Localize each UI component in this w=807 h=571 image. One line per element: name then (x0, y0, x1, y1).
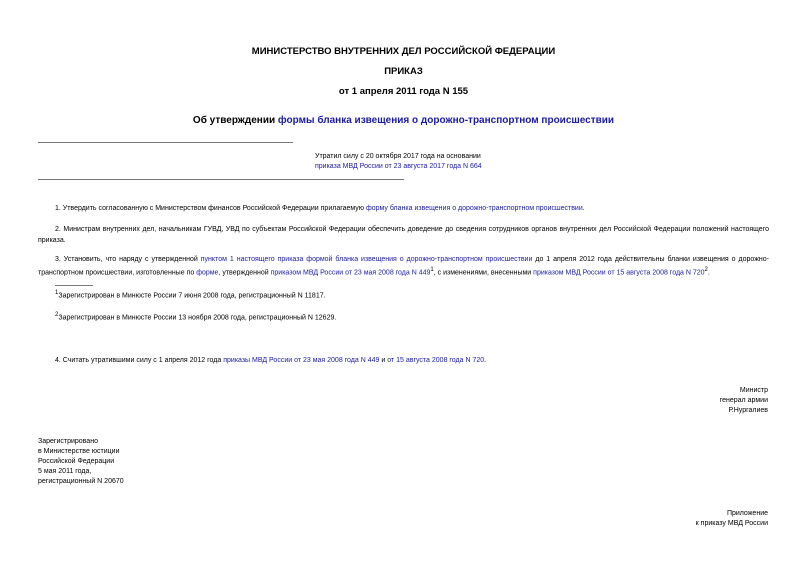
status-note-link[interactable]: приказа МВД России от 23 августа 2017 года N 664 (315, 163, 482, 170)
registration-line2: в Министерстве юстиции (38, 448, 120, 455)
registration-line3: Российской Федерации (38, 458, 115, 465)
p1-link[interactable]: форму бланка извещения о дорожно-транспортном происшествии (365, 205, 583, 212)
p3-link-order-449[interactable]: приказом МВД России от 23 мая 2008 года N 449 (270, 269, 431, 277)
p3-link-punkt1[interactable]: пунктом 1 настоящего приказа формой бланка извещения о дорожно-транспортном происшествии (200, 256, 533, 263)
footnote-2-mark: 2 (55, 312, 59, 318)
ministry-name: МИНИСТЕРСТВО ВНУТРЕННИХ ДЕЛ РОССИЙСКОЙ ФЕДЕРАЦИИ (251, 46, 556, 57)
p3-footnote-mark-2: 2 (704, 267, 708, 273)
paragraph-4 (38, 355, 769, 366)
p1-text: 1. Утвердить согласованную с Министерством финансов Российской Федерации прилагаемую (55, 205, 366, 212)
signature-position: Министр (739, 387, 768, 394)
p4-link-720[interactable]: от 15 августа 2008 года N 720 (387, 357, 485, 364)
status-note-line1: Утратил силу с 20 октября 2017 года на основании (315, 153, 481, 160)
p3-footnote-mark-1: 1 (430, 267, 434, 273)
p3-text-a: 3. Установить, что наряду с утвержденной (55, 256, 201, 263)
p3-text-c: , утвержденной (218, 269, 271, 277)
p4-text-b: и (379, 357, 388, 364)
appendix-line2: к приказу МВД России (695, 520, 768, 527)
p3-text-b: до 1 апреля 2012 года действительны бланки извещения о дорожно-транспортном происшествии, изготовленные по (38, 256, 769, 277)
document-date-number: от 1 апреля 2011 года N 155 (338, 86, 469, 97)
document-title (0, 115, 807, 126)
registration-line5: регистрационный N 20670 (38, 478, 124, 485)
p4-text-a: 4. Считать утратившими силу с 1 апреля 2012 года (55, 357, 224, 364)
paragraph-2: 2. Министрам внутренних дел, начальникам ГУВД, УВД по субъектам Российской Федерации обеспечить доведение до сведения сотрудников органов внутренних дел Российской Федерации положений настоящего приказа. (38, 226, 769, 244)
paragraph-3 (38, 254, 769, 278)
p3-end: . (707, 269, 710, 277)
title-link[interactable]: формы бланка извещения о дорожно-транспортном происшествии (277, 115, 615, 126)
registration-line4: 5 мая 2011 года, (38, 468, 92, 475)
footnote-1-text: Зарегистрирован в Минюсте России 7 июня 2008 года, регистрационный N 11817. (58, 292, 326, 300)
status-note (315, 152, 615, 172)
footnote-divider (55, 285, 93, 286)
p4-link-449[interactable]: приказы МВД России от 23 мая 2008 года N 449 (223, 357, 380, 364)
paragraph-1 (38, 203, 769, 214)
p1-end: . (582, 205, 585, 212)
footnote-2 (55, 310, 655, 323)
footnote-1-mark: 1 (55, 290, 59, 296)
registration-block (38, 437, 288, 487)
signature-rank: генерал армии (719, 397, 768, 404)
document-type: ПРИКАЗ (384, 66, 423, 77)
signature-name: Р.Нургалиев (728, 407, 768, 414)
signature-block (568, 386, 768, 416)
p3-link-order-720[interactable]: приказом МВД России от 15 августа 2008 года N 720 (533, 269, 705, 277)
appendix-block (568, 509, 768, 529)
registration-line1: Зарегистрировано (38, 438, 98, 445)
divider-bottom (38, 179, 404, 180)
appendix-line1: Приложение (726, 510, 768, 517)
p3-link-forme[interactable]: форме (196, 269, 219, 277)
p4-end: . (484, 357, 487, 364)
footnote-2-text: Зарегистрирован в Минюсте России 13 ноября 2008 года, регистрационный N 12629. (58, 314, 337, 322)
divider-top (38, 142, 293, 143)
footnote-1 (55, 288, 655, 301)
title-prefix: Об утверждении (192, 115, 278, 126)
p3-text-d: , с изменениями, внесенными (433, 269, 534, 277)
